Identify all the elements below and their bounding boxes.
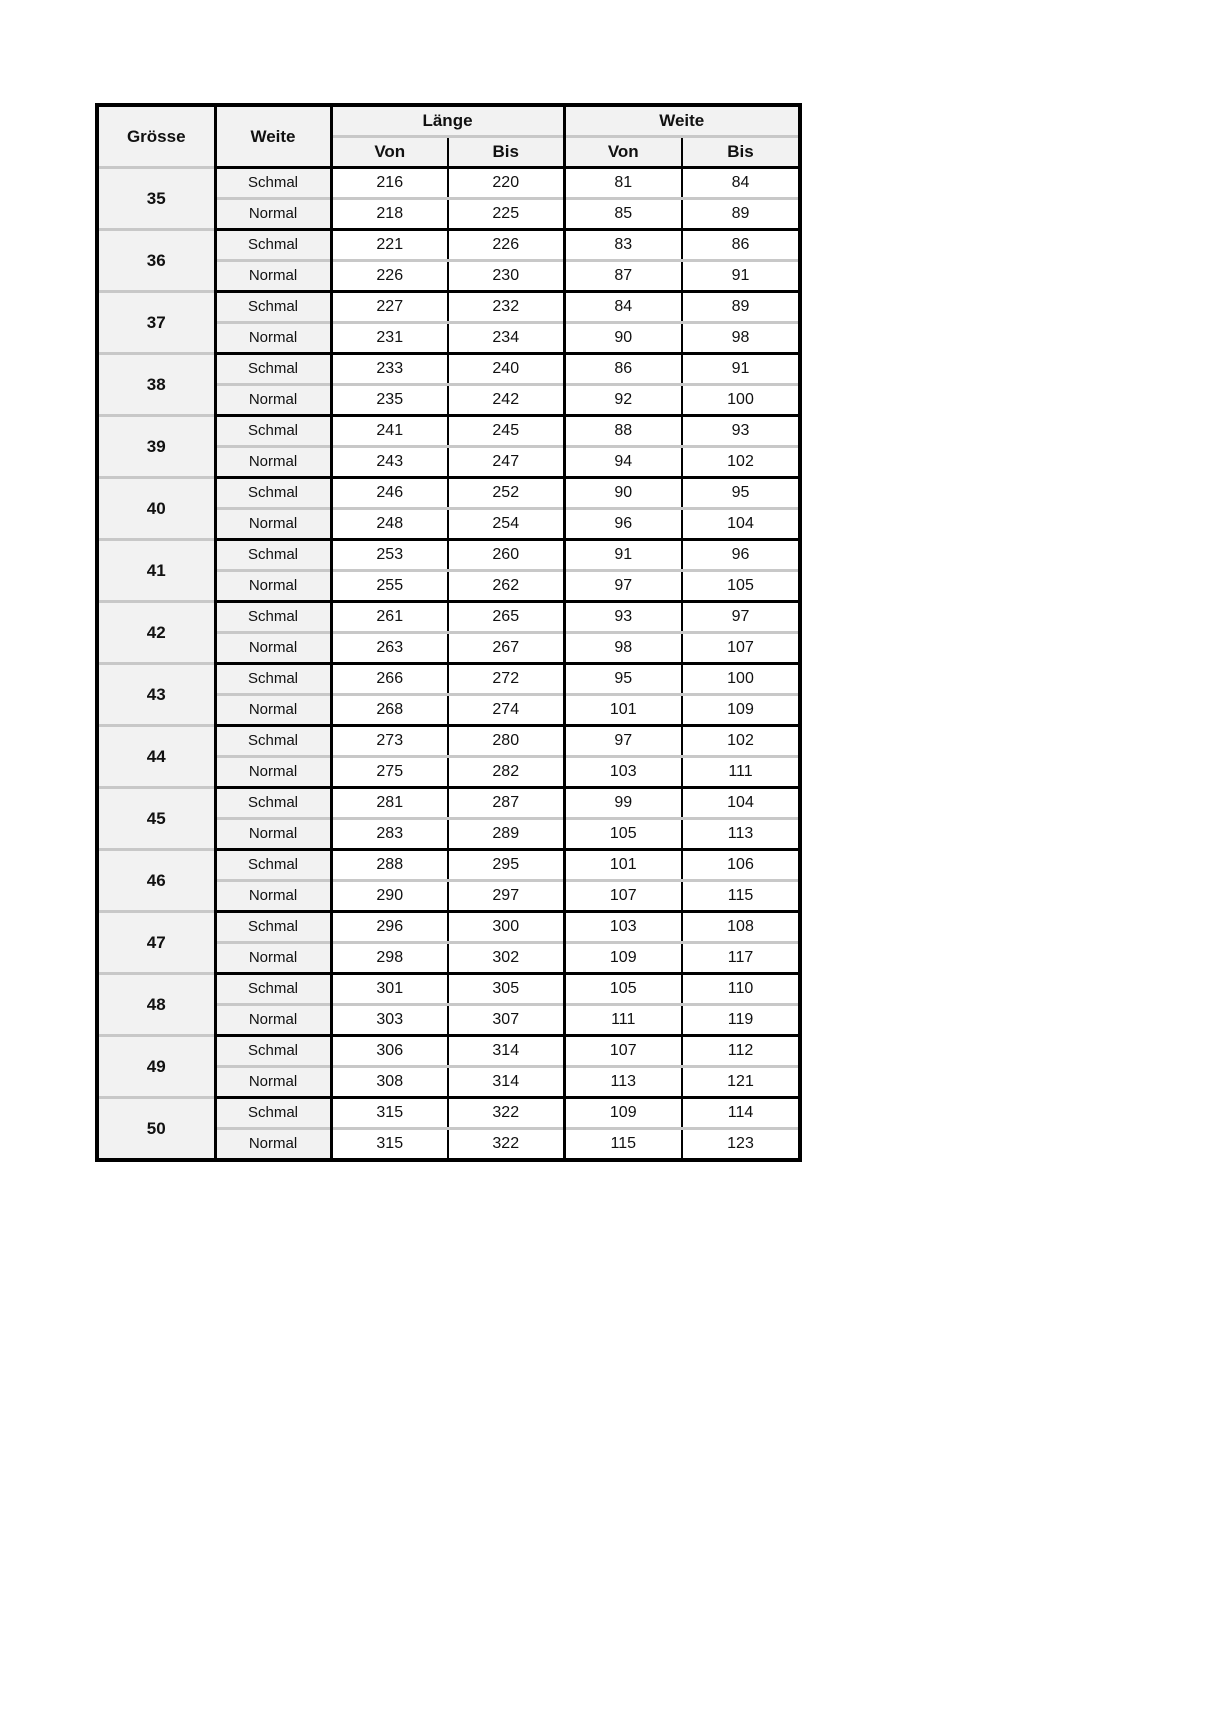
weite-von-cell: 95 — [564, 664, 682, 695]
laenge-von-cell: 301 — [331, 974, 448, 1005]
weite-von-cell: 107 — [564, 1036, 682, 1067]
laenge-von-cell: 315 — [331, 1098, 448, 1129]
size-cell: 47 — [97, 912, 215, 974]
laenge-von-cell: 268 — [331, 695, 448, 726]
laenge-bis-cell: 314 — [448, 1067, 564, 1098]
laenge-bis-cell: 245 — [448, 416, 564, 447]
laenge-bis-cell: 240 — [448, 354, 564, 385]
weite-bis-cell: 84 — [682, 168, 800, 199]
weite-von-cell: 94 — [564, 447, 682, 478]
weite-bis-cell: 102 — [682, 447, 800, 478]
laenge-bis-cell: 297 — [448, 881, 564, 912]
laenge-von-cell: 263 — [331, 633, 448, 664]
weite-von-cell: 91 — [564, 540, 682, 571]
laenge-von-cell: 315 — [331, 1129, 448, 1161]
weite-label-cell: Schmal — [215, 478, 331, 509]
weite-von-cell: 103 — [564, 912, 682, 943]
laenge-bis-cell: 322 — [448, 1098, 564, 1129]
laenge-von-cell: 227 — [331, 292, 448, 323]
laenge-von-cell: 306 — [331, 1036, 448, 1067]
weite-von-cell: 113 — [564, 1067, 682, 1098]
weite-von-cell: 93 — [564, 602, 682, 633]
weite-von-cell: 107 — [564, 881, 682, 912]
laenge-von-cell: 226 — [331, 261, 448, 292]
weite-von-cell: 109 — [564, 1098, 682, 1129]
weite-von-cell: 88 — [564, 416, 682, 447]
laenge-von-cell: 248 — [331, 509, 448, 540]
weite-label-cell: Schmal — [215, 974, 331, 1005]
weite-von-cell: 85 — [564, 199, 682, 230]
weite-bis-cell: 100 — [682, 385, 800, 416]
weite-bis-cell: 111 — [682, 757, 800, 788]
table-row — [97, 912, 800, 943]
weite-label-cell: Normal — [215, 323, 331, 354]
laenge-bis-cell: 300 — [448, 912, 564, 943]
laenge-von-cell: 253 — [331, 540, 448, 571]
weite-bis-cell: 106 — [682, 850, 800, 881]
table-row — [97, 726, 800, 757]
laenge-von-cell: 283 — [331, 819, 448, 850]
weite-label-cell: Normal — [215, 695, 331, 726]
laenge-bis-cell: 234 — [448, 323, 564, 354]
laenge-bis-cell: 247 — [448, 447, 564, 478]
weite-von-cell: 101 — [564, 850, 682, 881]
laenge-bis-cell: 262 — [448, 571, 564, 602]
table-row — [97, 602, 800, 633]
table-row — [97, 850, 800, 881]
weite-bis-cell: 100 — [682, 664, 800, 695]
weite-label-cell: Schmal — [215, 664, 331, 695]
weite-bis-cell: 117 — [682, 943, 800, 974]
laenge-bis-cell: 220 — [448, 168, 564, 199]
laenge-von-cell: 216 — [331, 168, 448, 199]
laenge-bis-cell: 289 — [448, 819, 564, 850]
weite-label-cell: Schmal — [215, 354, 331, 385]
laenge-bis-cell: 260 — [448, 540, 564, 571]
laenge-bis-cell: 232 — [448, 292, 564, 323]
header-groesse: Grösse — [97, 105, 215, 168]
laenge-bis-cell: 322 — [448, 1129, 564, 1161]
weite-label-cell: Schmal — [215, 1098, 331, 1129]
weite-label-cell: Schmal — [215, 1036, 331, 1067]
weite-bis-cell: 112 — [682, 1036, 800, 1067]
table-row — [97, 540, 800, 571]
weite-bis-cell: 98 — [682, 323, 800, 354]
weite-von-cell: 90 — [564, 323, 682, 354]
weite-bis-cell: 113 — [682, 819, 800, 850]
table-row — [97, 168, 800, 199]
weite-bis-cell: 91 — [682, 354, 800, 385]
size-cell: 43 — [97, 664, 215, 726]
weite-von-cell: 105 — [564, 974, 682, 1005]
laenge-bis-cell: 226 — [448, 230, 564, 261]
size-cell: 45 — [97, 788, 215, 850]
weite-von-cell: 96 — [564, 509, 682, 540]
laenge-bis-cell: 305 — [448, 974, 564, 1005]
laenge-bis-cell: 282 — [448, 757, 564, 788]
size-cell: 46 — [97, 850, 215, 912]
laenge-bis-cell: 307 — [448, 1005, 564, 1036]
weite-bis-cell: 96 — [682, 540, 800, 571]
laenge-von-cell: 273 — [331, 726, 448, 757]
weite-label-cell: Normal — [215, 571, 331, 602]
weite-label-cell: Normal — [215, 757, 331, 788]
size-cell: 42 — [97, 602, 215, 664]
table-row — [97, 1098, 800, 1129]
header-laenge-von: Von — [331, 137, 448, 168]
laenge-bis-cell: 287 — [448, 788, 564, 819]
laenge-bis-cell: 267 — [448, 633, 564, 664]
header-row-main — [97, 105, 800, 137]
size-cell: 38 — [97, 354, 215, 416]
table-row — [97, 478, 800, 509]
weite-label-cell: Normal — [215, 199, 331, 230]
weite-bis-cell: 110 — [682, 974, 800, 1005]
weite-von-cell: 99 — [564, 788, 682, 819]
laenge-von-cell: 243 — [331, 447, 448, 478]
header-weite: Weite — [215, 105, 331, 168]
weite-label-cell: Normal — [215, 261, 331, 292]
weite-bis-cell: 89 — [682, 199, 800, 230]
weite-label-cell: Normal — [215, 447, 331, 478]
weite-label-cell: Schmal — [215, 726, 331, 757]
weite-bis-cell: 109 — [682, 695, 800, 726]
weite-von-cell: 115 — [564, 1129, 682, 1161]
weite-bis-cell: 107 — [682, 633, 800, 664]
weite-label-cell: Schmal — [215, 416, 331, 447]
weite-label-cell: Normal — [215, 943, 331, 974]
laenge-von-cell: 235 — [331, 385, 448, 416]
laenge-von-cell: 288 — [331, 850, 448, 881]
weite-label-cell: Normal — [215, 1129, 331, 1161]
size-cell: 44 — [97, 726, 215, 788]
laenge-von-cell: 218 — [331, 199, 448, 230]
size-cell: 36 — [97, 230, 215, 292]
weite-von-cell: 109 — [564, 943, 682, 974]
size-cell: 35 — [97, 168, 215, 230]
size-cell: 37 — [97, 292, 215, 354]
weite-bis-cell: 91 — [682, 261, 800, 292]
laenge-von-cell: 298 — [331, 943, 448, 974]
laenge-von-cell: 290 — [331, 881, 448, 912]
laenge-von-cell: 266 — [331, 664, 448, 695]
weite-label-cell: Schmal — [215, 540, 331, 571]
laenge-bis-cell: 274 — [448, 695, 564, 726]
size-cell: 49 — [97, 1036, 215, 1098]
weite-label-cell: Normal — [215, 881, 331, 912]
weite-von-cell: 97 — [564, 726, 682, 757]
header-laenge-group: Länge — [331, 105, 564, 137]
laenge-von-cell: 275 — [331, 757, 448, 788]
laenge-von-cell: 221 — [331, 230, 448, 261]
laenge-bis-cell: 272 — [448, 664, 564, 695]
table-body — [97, 168, 800, 1161]
laenge-bis-cell: 314 — [448, 1036, 564, 1067]
size-cell: 39 — [97, 416, 215, 478]
laenge-bis-cell: 265 — [448, 602, 564, 633]
weite-bis-cell: 123 — [682, 1129, 800, 1161]
size-chart-wrapper — [95, 103, 802, 1162]
weite-label-cell: Normal — [215, 1067, 331, 1098]
laenge-bis-cell: 295 — [448, 850, 564, 881]
weite-von-cell: 92 — [564, 385, 682, 416]
laenge-von-cell: 246 — [331, 478, 448, 509]
weite-label-cell: Schmal — [215, 230, 331, 261]
weite-label-cell: Normal — [215, 385, 331, 416]
size-cell: 50 — [97, 1098, 215, 1161]
weite-label-cell: Normal — [215, 633, 331, 664]
weite-label-cell: Normal — [215, 819, 331, 850]
laenge-bis-cell: 225 — [448, 199, 564, 230]
table-row — [97, 788, 800, 819]
weite-bis-cell: 102 — [682, 726, 800, 757]
weite-von-cell: 101 — [564, 695, 682, 726]
weite-label-cell: Schmal — [215, 788, 331, 819]
weite-von-cell: 111 — [564, 1005, 682, 1036]
weite-bis-cell: 93 — [682, 416, 800, 447]
weite-bis-cell: 86 — [682, 230, 800, 261]
weite-label-cell: Schmal — [215, 850, 331, 881]
laenge-von-cell: 233 — [331, 354, 448, 385]
table-row — [97, 416, 800, 447]
laenge-von-cell: 241 — [331, 416, 448, 447]
laenge-von-cell: 281 — [331, 788, 448, 819]
weite-bis-cell: 89 — [682, 292, 800, 323]
laenge-von-cell: 296 — [331, 912, 448, 943]
table-row — [97, 664, 800, 695]
table-header — [97, 105, 800, 168]
laenge-von-cell: 308 — [331, 1067, 448, 1098]
laenge-von-cell: 255 — [331, 571, 448, 602]
laenge-bis-cell: 280 — [448, 726, 564, 757]
laenge-bis-cell: 242 — [448, 385, 564, 416]
weite-label-cell: Normal — [215, 509, 331, 540]
weite-von-cell: 105 — [564, 819, 682, 850]
weite-bis-cell: 104 — [682, 509, 800, 540]
laenge-bis-cell: 230 — [448, 261, 564, 292]
weite-von-cell: 90 — [564, 478, 682, 509]
weite-von-cell: 98 — [564, 633, 682, 664]
weite-bis-cell: 119 — [682, 1005, 800, 1036]
weite-bis-cell: 105 — [682, 571, 800, 602]
weite-bis-cell: 104 — [682, 788, 800, 819]
weite-von-cell: 87 — [564, 261, 682, 292]
weite-bis-cell: 97 — [682, 602, 800, 633]
size-chart-table — [95, 103, 802, 1162]
laenge-von-cell: 303 — [331, 1005, 448, 1036]
weite-label-cell: Schmal — [215, 168, 331, 199]
header-weite-von: Von — [564, 137, 682, 168]
laenge-von-cell: 261 — [331, 602, 448, 633]
laenge-von-cell: 231 — [331, 323, 448, 354]
weite-bis-cell: 114 — [682, 1098, 800, 1129]
weite-von-cell: 83 — [564, 230, 682, 261]
size-cell: 40 — [97, 478, 215, 540]
weite-bis-cell: 95 — [682, 478, 800, 509]
weite-label-cell: Schmal — [215, 912, 331, 943]
weite-label-cell: Schmal — [215, 602, 331, 633]
weite-bis-cell: 121 — [682, 1067, 800, 1098]
weite-bis-cell: 108 — [682, 912, 800, 943]
header-weite-group: Weite — [564, 105, 800, 137]
table-row — [97, 230, 800, 261]
weite-bis-cell: 115 — [682, 881, 800, 912]
laenge-bis-cell: 302 — [448, 943, 564, 974]
weite-label-cell: Normal — [215, 1005, 331, 1036]
weite-von-cell: 84 — [564, 292, 682, 323]
weite-von-cell: 81 — [564, 168, 682, 199]
table-row — [97, 974, 800, 1005]
size-cell: 41 — [97, 540, 215, 602]
size-cell: 48 — [97, 974, 215, 1036]
header-laenge-bis: Bis — [448, 137, 564, 168]
weite-von-cell: 97 — [564, 571, 682, 602]
table-row — [97, 292, 800, 323]
laenge-bis-cell: 252 — [448, 478, 564, 509]
weite-von-cell: 86 — [564, 354, 682, 385]
table-row — [97, 1036, 800, 1067]
laenge-bis-cell: 254 — [448, 509, 564, 540]
weite-von-cell: 103 — [564, 757, 682, 788]
table-row — [97, 354, 800, 385]
header-weite-bis: Bis — [682, 137, 800, 168]
weite-label-cell: Schmal — [215, 292, 331, 323]
